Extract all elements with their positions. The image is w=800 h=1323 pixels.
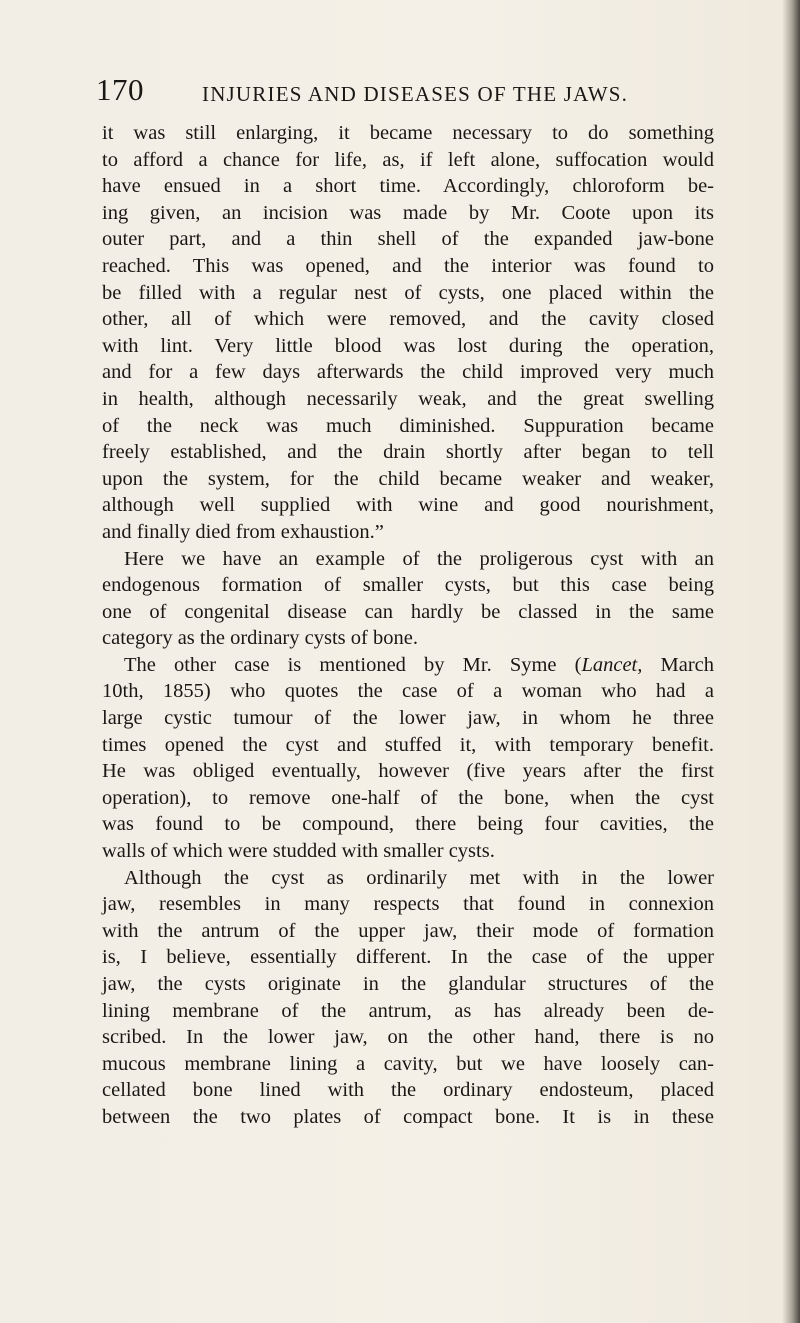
text-line: lining membrane of the antrum, as has already been de- xyxy=(102,999,714,1022)
text-line: with the antrum of the upper jaw, their mode of formation xyxy=(102,919,714,942)
text-line: with lint. Very little blood was lost during the operation, xyxy=(102,334,714,357)
text-line: scribed. In the lower jaw, on the other hand, there is no xyxy=(102,1026,714,1049)
page-edge-shadow xyxy=(782,0,800,1323)
text-line: it was still enlarging, it became necessary to do something xyxy=(102,122,714,144)
page-number: 170 xyxy=(96,72,144,107)
text-line: one of congenital disease can hardly be classed in the same xyxy=(102,600,714,623)
paragraph-start-line xyxy=(102,652,714,679)
text-line: jaw, resembles in many respects that found in connexion xyxy=(102,893,714,916)
text-line: is, I believe, essentially different. In the case of the upper xyxy=(102,946,714,969)
text-line: be filled with a regular nest of cysts, one placed within the xyxy=(102,281,714,304)
paragraph-start-line: Although the cyst as ordinarily met with in the lower xyxy=(124,866,714,889)
text-line: was found to be compound, there being four cavities, the xyxy=(102,813,714,836)
text-line: between the two plates of compact bone. It is in these xyxy=(102,1105,714,1128)
paragraph-start-line: Here we have an example of the proligerous cyst with an xyxy=(124,547,714,570)
text-line: 10th, 1855) who quotes the case of a woman who had a xyxy=(102,680,714,703)
text-line: and finally died from exhaustion.” xyxy=(102,520,384,543)
text-line: ing given, an incision was made by Mr. Coote upon its xyxy=(102,201,714,224)
page-header xyxy=(96,72,716,112)
text-line: upon the system, for the child became weaker and weaker, xyxy=(102,467,714,490)
text-line: outer part, and a thin shell of the expanded jaw-bone xyxy=(102,228,714,251)
text-line: although well supplied with wine and good nourishment, xyxy=(102,494,714,517)
text-line: freely established, and the drain shortly after began to tell xyxy=(102,441,714,464)
text-line: mucous membrane lining a cavity, but we have loosely can- xyxy=(102,1052,714,1075)
text-line: of the neck was much diminished. Suppuration became xyxy=(102,414,714,437)
journal-title-italic: Lancet, xyxy=(581,653,643,676)
text-line: walls of which were studded with smaller cysts. xyxy=(102,840,495,863)
text-line: category as the ordinary cysts of bone. xyxy=(102,627,418,650)
running-head: INJURIES AND DISEASES OF THE JAWS. xyxy=(202,82,629,106)
text-line: have ensued in a short time. Accordingly, chloroform be- xyxy=(102,175,714,198)
text-line: cellated bone lined with the ordinary endosteum, placed xyxy=(102,1079,714,1102)
body-text xyxy=(102,120,714,1131)
text-run: March xyxy=(642,653,714,676)
text-line: and for a few days afterwards the child improved very much xyxy=(102,361,714,384)
text-line: times opened the cyst and stuffed it, with temporary benefit. xyxy=(102,733,714,756)
text-run: The other case is mentioned by Mr. Syme ( xyxy=(124,653,582,676)
text-line: endogenous formation of smaller cysts, but this case being xyxy=(102,574,714,597)
text-line: other, all of which were removed, and the cavity closed xyxy=(102,308,714,331)
text-line: large cystic tumour of the lower jaw, in whom he three xyxy=(102,707,714,730)
text-line: in health, although necessarily weak, and the great swelling xyxy=(102,387,714,410)
text-line: He was obliged eventually, however (five years after the first xyxy=(102,760,714,783)
text-line: operation), to remove one-half of the bone, when the cyst xyxy=(102,786,714,809)
text-line: jaw, the cysts originate in the glandular structures of the xyxy=(102,973,714,995)
text-line: to afford a chance for life, as, if left alone, suffocation would xyxy=(102,148,714,171)
text-line: reached. This was opened, and the interior was found to xyxy=(102,254,714,277)
